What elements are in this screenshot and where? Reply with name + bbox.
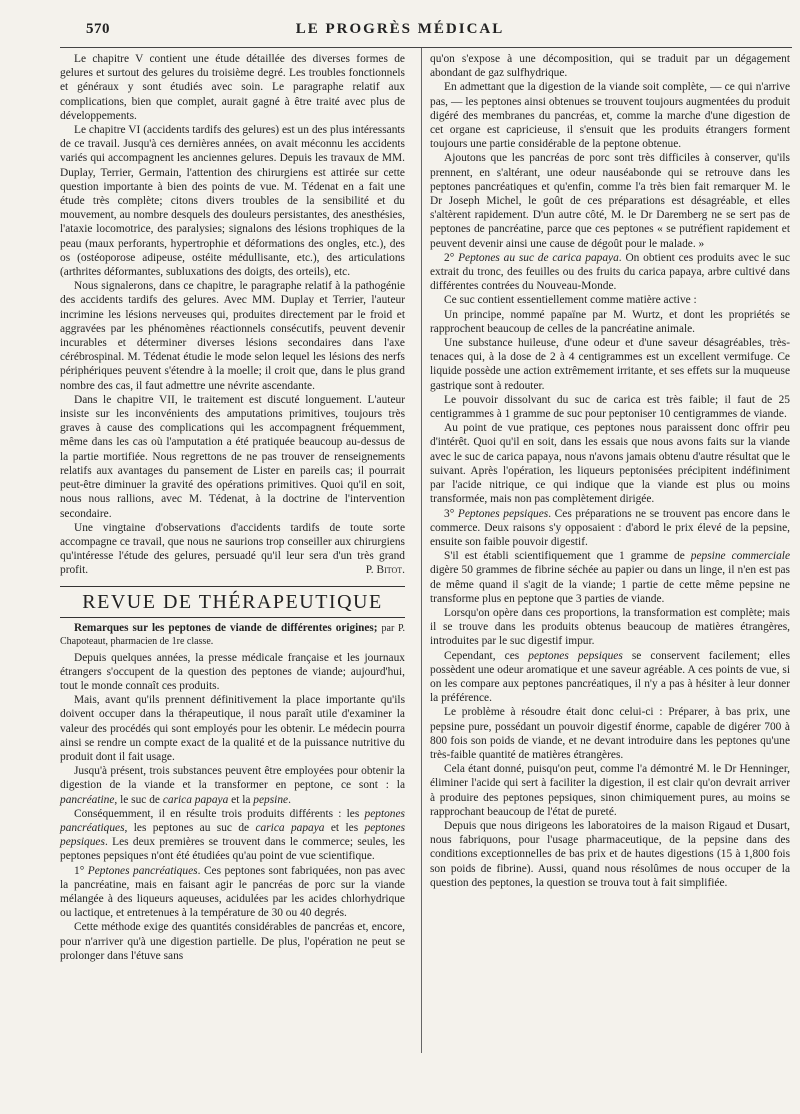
paragraph: Le chapitre VI (accidents tardifs des gelures) est un des plus intéressants de ce travail. Jusqu'à ces dernières années, on avait méconnu les accidents variés qui accompagnent les anciennes gelures. Depuis les travaux de MM. Duplay, Terrier, Germain, l'attention des chirurgiens est attirée sur cette question importante à bien des points de vue. M. Tédenat en a fait une étude très complète; citons divers troubles de la sensibilité et du mouvement, au nombre desquels des douleurs persistantes, des anesthésies, l'ataxie locomotrice, des paralysies; signalons des lésions trophiques de la peau (maux perforants, hypertrophie et déformations des ongles, etc.), des os (ostéoporose adipeuse, ostéite médullisante, etc.), des articulations (arthrites déformantes, subluxations des doigts, des orteils), etc. (60, 124, 405, 279)
text-run: 1° (74, 864, 88, 877)
text-run: . On obtient ces produits avec le suc extrait du tronc, des feuilles ou des fruits du carica papaya, arbre cultivé dans différentes contrées du Nouveau-Monde. (430, 251, 790, 293)
text-run: et la (228, 793, 254, 806)
text-run: 2° (444, 251, 459, 264)
paragraph: Dans le chapitre VII, le traitement est discuté longuement. L'auteur insiste sur les inconvénients des amputations primitives, toujours très graves à cause des complications qui les accompagnent fréquemment, même dans les cas où l'amputation a été pratiquée beaucoup au-dessus de la partie mortifiée. Nous regrettons de ne pas trouver de renseignements relatifs aux avantages du pansement de Lister en pareils cas; il pourrait peut-être diminuer la gravité des opérations primitives. Quoi qu'il en soit, nous nous rallions, avec M. Tédenat, à la doctrine de l'intervention secondaire. (60, 393, 405, 520)
text-run: Jusqu'à présent, trois substances peuvent être employées pour obtenir la digestion de la viande et la transformer en peptone, ce sont : la (60, 765, 405, 792)
paragraph: Cela étant donné, puisqu'on peut, comme l'a démontré M. le Dr Henninger, éliminer l'acide qui sert à faciliter la digestion, il est clair qu'on devrait arriver à produire des peptones pepsiques, sinon chimiquement pures, au moins se rapprochant beaucoup de l'état de pureté. (430, 763, 790, 818)
text-run: digère 50 grammes de fibrine séchée au papier ou dans un linge, il n'en est pas de même quand il s'agit de la viande; 1 partie de cette même pepsine ne transforme plus en peptone que 3 parties de viande. (430, 564, 790, 605)
paragraph: En admettant que la digestion de la viande soit complète, — ce qui n'arrive pas, — les peptones ainsi obtenues se trouvent toujours augmentées du produit digéré des membranes du pancréas, et, comme la marche d'une digestion de cet organe est capricieuse, il s'ensuit que les produits étrangers forment toujours une partie considérable de la peptone obtenue. (430, 81, 790, 151)
text-run: 3° (444, 507, 458, 520)
paragraph: Depuis que nous dirigeons les laboratoires de la maison Rigaud et Dusart, nous fabriquons, pour l'usage pharmaceutique, de la pepsine dans des conditions exceptionnelles de bas prix et de hautes digestions (15 à 1,800 fois son poids de fibrine). Aussi, quand nous résolûmes de nous occuper de la question des peptones, la question se trouva tout à fait simplifiée. (430, 819, 790, 889)
paragraph: Ajoutons que les pancréas de porc sont très difficiles à conserver, qu'ils prennent, en s'altérant, une odeur nauséabonde qui se retrouve dans les peptones pancréatiques et qu'enfin, comme l'a très bien fait remarquer M. le Dr Joseph Michel, le goût de ces préparations est désagréable, et elles s'altèrent rapidement. D'un autre côté, M. le Dr Daremberg ne se sert pas de peptones de pancréatine, parce que ces peptones « se putréfient rapidement et peuvent devenir ainsi une cause de dégoût pour le malade. » (430, 152, 790, 250)
paragraph: qu'on s'expose à une décomposition, qui se traduit par un dégagement abondant de gaz sulfhydrique. (430, 53, 790, 80)
paragraph (60, 864, 405, 921)
paragraph (60, 807, 405, 864)
text-run: Conséquemment, il en résulte trois produits différents : les (74, 807, 365, 820)
paragraph: Au point de vue pratique, ces peptones nous paraissent donc offrir peu d'intérêt. Quoi qu'il en soit, dans les essais que nous avons faits sur la viande avec le suc de carica papaya, nous n'avons jamais obtenu d'autre résultat que le suivant. Après l'opération, les liqueurs peptonisées précipitent indéfiniment par l'acide nitrique, ce qui indique que la viande est plus ou moins transformée, mais non pas complètement dirigée. (430, 422, 790, 506)
text-run: Cependant, ces (444, 649, 529, 662)
running-head (0, 17, 800, 43)
paragraph-text: Une vingtaine d'observations d'accidents tardifs de toute sorte accompagne ce travail, que nous ne saurions trop conseiller aux chirurgiens qu'intéresse l'étude des gelures, persuadé qu'il leur sera d'un très grand profit. (60, 521, 405, 577)
column-divider (421, 48, 422, 1053)
paragraph: Nous signalerons, dans ce chapitre, le paragraphe relatif à la pathogénie des accidents tardifs des gelures. Avec MM. Duplay et Terrier, l'auteur incrimine les lésions nerveuses qui, produites directement par le froid et aggravées par les phénomènes réactionnels consécutifs, peuvent devenir incurables et déterminer diverses lésions secondaires dans l'axe cérébrospinal. M. Tédenat étudie le mode selon lequel les lésions des nerfs périphériques peuvent s'étendre à la moelle; il croit que, dans le plus grand nombre des cas, il faut admettre une névrite ascendante. (60, 280, 405, 392)
text-run: . Ces peptones sont fabriquées, non pas avec la pancréatine, mais en faisant agir le pancréas de porc sur la viande mélangée à des liqueurs aqueuses, acidulées par les acides chlorhydrique ou lactique, et entretenues à la température de 30 ou 40 degrés. (60, 864, 405, 920)
text-run: et les (324, 821, 365, 834)
italic-term: carica papaya (255, 821, 325, 834)
page-number: 570 (86, 21, 110, 37)
paragraph: Le chapitre V contient une étude détaillée des diverses formes de gelures et surtout des gelures du troisième degré. Les troubles fonctionnels et généraux y sont étudiés avec soin. Le paragraphe relatif aux complications, bien que complet, aurait gagné à être traité avec plus de développements. (60, 53, 405, 122)
paragraph: Mais, avant qu'ils prennent définitivement la place importante qu'ils doivent occuper dans la thérapeutique, il nous paraît utile d'examiner la valeur des procédés qui sont employés pour les obtenir. Le médecin pourra ainsi se rendre un compte exact de la qualité et de la puissance nutritive du produit dont il fait usage. (60, 694, 405, 763)
italic-term: Peptones pepsiques (457, 507, 549, 520)
text-run: . Ces préparations ne se trouvent pas encore dans le commerce. Deux raisons s'y opposaient : d'abord le prix élevé de la pepsine, ensuite son faible pouvoir digestif. (430, 507, 790, 548)
italic-term: peptones pancréatiques (60, 807, 405, 834)
paragraph: Depuis quelques années, la presse médicale française et les journaux étrangers s'occupent de la question des peptones de viande; aujourd'hui, tout le monde connaît ces produits. (60, 651, 405, 692)
paragraph: Lorsqu'on opère dans ces proportions, la transformation est complète; mais il se trouve dans les produits obtenus beaucoup de matières étrangères, introduites par le suc digestif impur. (430, 606, 790, 648)
section-rule (60, 617, 405, 618)
paragraph (60, 764, 405, 807)
left-column (60, 52, 405, 963)
italic-term: pepsine commerciale (690, 550, 790, 563)
author-signature: P. Bitot. (365, 564, 405, 577)
italic-term: peptones pepsiques (60, 821, 406, 849)
paragraph (430, 549, 790, 606)
paragraph: Un principe, nommé papaïne par M. Wurtz, et dont les propriétés se rapprochent beaucoup de celles de la pancréatine animale. (430, 308, 790, 335)
text-run: S'il est établi scientifiquement que 1 gramme de (444, 550, 691, 563)
italic-term: Peptones pancréatiques (87, 864, 198, 877)
italic-term: peptones pepsiques (528, 649, 623, 662)
italic-term: pepsine (253, 793, 289, 806)
right-column (430, 52, 790, 890)
text-run: se conservent facilement; elles possèdent une odeur aromatique et une saveur agréable. A ces points de vue, si on les compare aux peptones pancréatiques, il n'y a pas à hésiter à leur donner la préférence. (430, 649, 790, 705)
paragraph (430, 251, 790, 294)
italic-term: carica papaya (162, 793, 229, 806)
section-title: REVUE DE THÉRAPEUTIQUE (82, 590, 383, 613)
text-run: , le suc de (114, 793, 163, 806)
paragraph (430, 507, 790, 550)
italic-term: pancréatine (60, 793, 115, 806)
text-run: , les peptones au suc de (124, 821, 256, 834)
paragraph: Le problème à résoudre était donc celui-ci : Préparer, à bas prix, une pepsine pure, possédant un pouvoir digestif énorme, capable de digérer 700 à 800 fois son poids de viande, et ne devant introduire dans les peptones qu'une très-faible quantité de matières étrangères. (430, 706, 790, 761)
journal-title: LE PROGRÈS MÉDICAL (295, 21, 505, 37)
paragraph (430, 649, 790, 706)
paragraph: Une substance huileuse, d'une odeur et d'une saveur désagréables, très-tenaces qui, à la dose de 2 à 4 centigrammes est un excellent vermifuge. Ce liquide possède une action extrêmement irritante, et ses effets sur la muqueuse gastrique sont à redouter. (430, 337, 790, 392)
paragraph: Ce suc contient essentiellement comme matière active : (444, 294, 697, 307)
paragraph: Le pouvoir dissolvant du suc de carica est très faible; il faut de 25 centigrammes à 1 gramme de suc pour peptoniser 10 centigrammes de viande. (430, 393, 790, 421)
header-rule (60, 47, 792, 48)
paragraph-with-signature (60, 521, 405, 578)
article-title: Remarques sur les peptones de viande de différentes origines; (74, 621, 378, 634)
article-title-block (60, 622, 405, 649)
italic-term: Peptones au suc de carica papaya (458, 251, 619, 264)
paragraph: Cette méthode exige des quantités considérables de pancréas et, encore, pour n'arriver qu'à une digestion partielle. De plus, l'opération ne peut se prolonger dans l'étuve sans (60, 921, 405, 962)
section-rule (60, 586, 405, 587)
text-run: . (288, 793, 291, 806)
article-byline: par P. Chapoteaut, pharmacien de 1re classe. (60, 622, 405, 648)
text-run: . Les deux premières se trouvent dans le commerce; seules, les peptones pepsiques n'ont été étudiées qu'au point de vue scientifique. (60, 836, 405, 863)
